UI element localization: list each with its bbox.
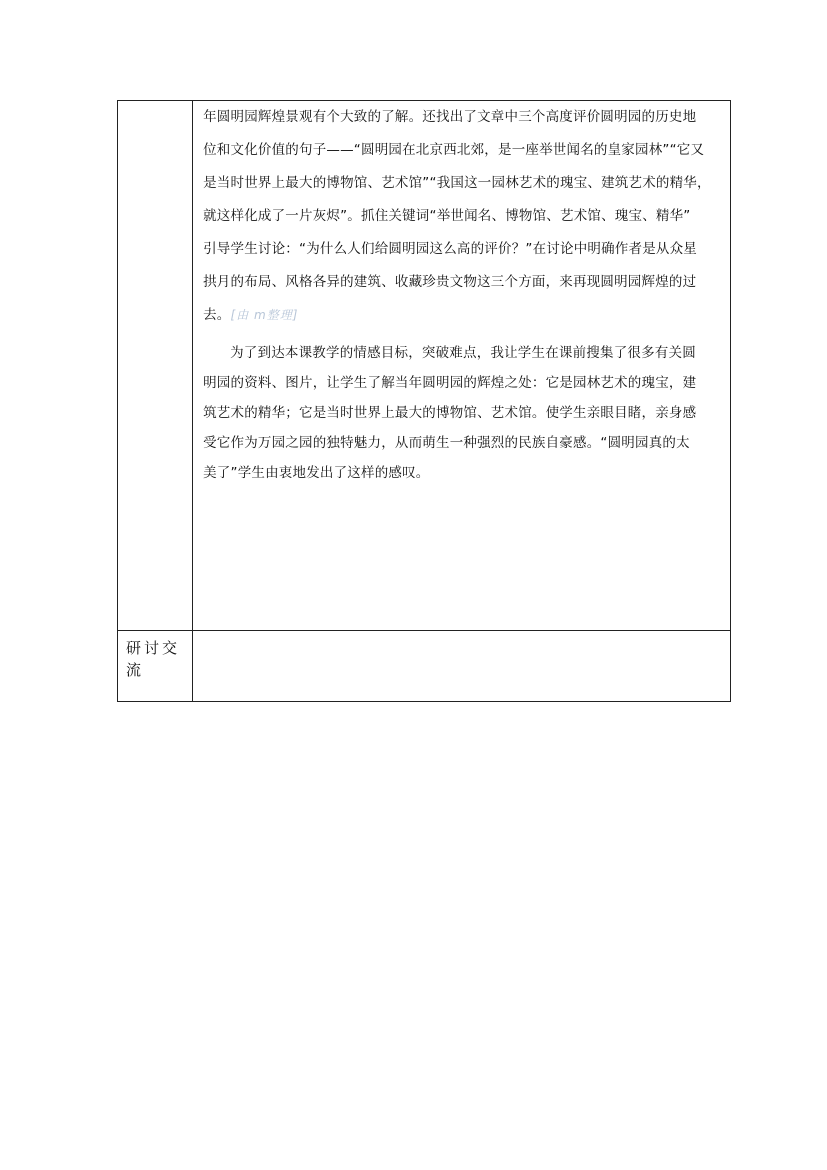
row-label-cell bbox=[118, 101, 193, 631]
paragraph-analysis bbox=[203, 101, 722, 332]
text-line: 明园的资料、图片，让学生了解当年圆明园的辉煌之处：它是园林艺术的瑰宝，建 bbox=[203, 375, 697, 391]
text-line: 引导学生讨论：“为什么人们给圆明园这么高的评价？”在讨论中明确作者是从众星 bbox=[203, 241, 697, 257]
text-line: 年圆明园辉煌景观有个大致的了解。还找出了文章中三个高度评价圆明园的历史地 bbox=[203, 109, 697, 125]
text-line: 是当时世界上最大的博物馆、艺术馆”“我国这一园林艺术的瑰宝、建筑艺术的精华， bbox=[203, 175, 711, 191]
discussion-content-cell bbox=[193, 631, 731, 702]
text-line: 为了到达本课教学的情感目标，突破难点，我让学生在课前搜集了很多有关圆 bbox=[230, 345, 696, 361]
row-label-discussion: 研讨交流 bbox=[118, 631, 193, 702]
text-line: 拱月的布局、风格各异的建筑、收藏珍贵文物这三个方面，来再现圆明园辉煌的过 bbox=[203, 274, 697, 290]
lesson-table bbox=[117, 100, 731, 702]
text-line: 筑艺术的精华；它是当时世界上最大的博物馆、艺术馆。使学生亲眼目睹，亲身感 bbox=[203, 405, 697, 421]
paragraph-emotion-goal bbox=[203, 338, 722, 488]
table-row bbox=[118, 101, 731, 631]
text-line: 美了”学生由衷地发出了这样的感叹。 bbox=[203, 465, 430, 481]
row-content-cell bbox=[193, 101, 731, 631]
text-fragment: 去。 bbox=[203, 307, 231, 323]
table-row bbox=[118, 631, 731, 702]
source-watermark: [由 m整理] bbox=[230, 308, 299, 322]
text-line bbox=[203, 299, 722, 332]
text-line: 受它作为万园之园的独特魅力，从而萌生一种强烈的民族自豪感。“圆明园真的太 bbox=[203, 435, 690, 451]
text-line: 位和文化价值的句子——“圆明园在北京西北郊，是一座举世闻名的皇家园林”“它又 bbox=[203, 142, 705, 158]
text-line: 就这样化成了一片灰烬”。抓住关键词“举世闻名、博物馆、艺术馆、瑰宝、精华” bbox=[203, 208, 691, 224]
